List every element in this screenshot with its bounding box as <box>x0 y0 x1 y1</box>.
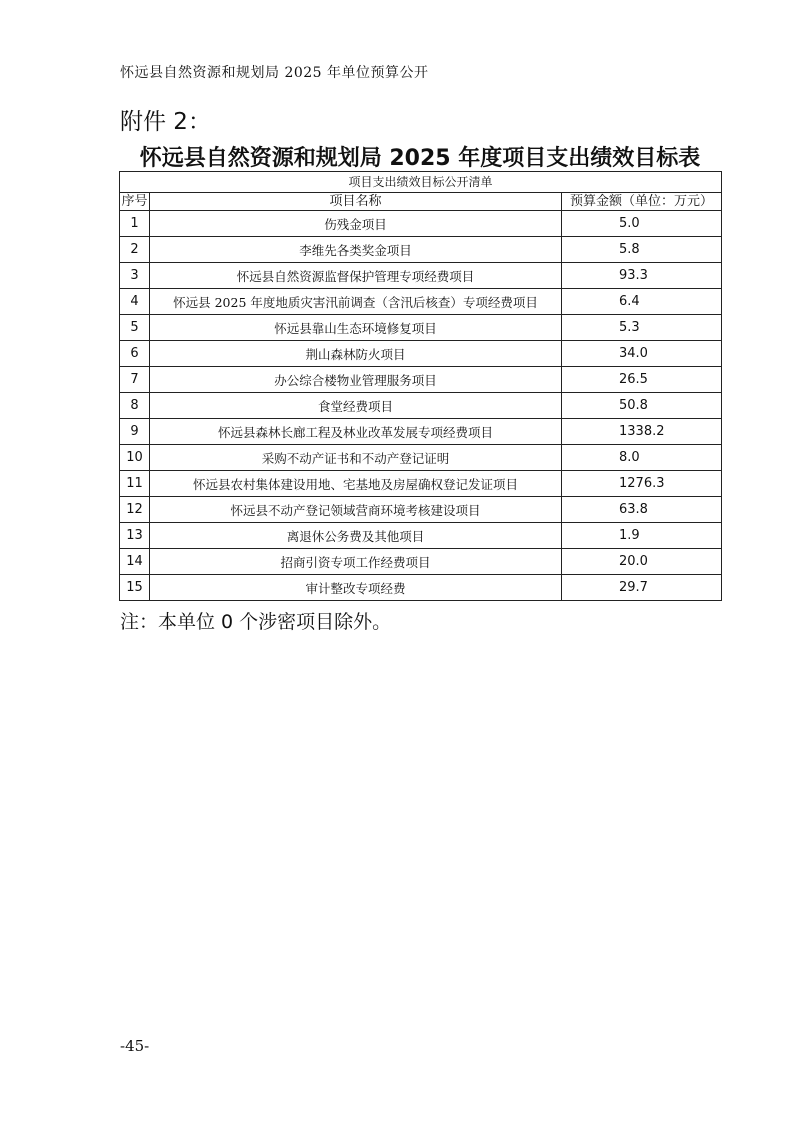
row-seq-cell: 3 <box>120 263 150 289</box>
row-name-cell: 怀远县农村集体建设用地、宅基地及房屋确权登记发证项目 <box>150 471 562 497</box>
table-caption-row <box>120 172 722 193</box>
table-row <box>120 393 722 419</box>
table-row <box>120 263 722 289</box>
row-seq-cell: 1 <box>120 211 150 237</box>
row-amount-cell: 50.8 <box>562 393 722 419</box>
page-number: -45- <box>120 1037 150 1055</box>
table-row <box>120 445 722 471</box>
row-name-cell: 食堂经费项目 <box>150 393 562 419</box>
table-row <box>120 341 722 367</box>
row-seq-cell: 7 <box>120 367 150 393</box>
row-seq-cell: 8 <box>120 393 150 419</box>
row-seq-cell: 15 <box>120 575 150 601</box>
row-amount-cell: 1.9 <box>562 523 722 549</box>
row-amount-cell: 34.0 <box>562 341 722 367</box>
row-name-cell: 招商引资专项工作经费项目 <box>150 549 562 575</box>
table-row <box>120 497 722 523</box>
row-name-cell: 办公综合楼物业管理服务项目 <box>150 367 562 393</box>
table-caption: 项目支出绩效目标公开清单 <box>120 172 722 193</box>
row-seq-cell: 5 <box>120 315 150 341</box>
row-seq-cell: 6 <box>120 341 150 367</box>
row-amount-cell: 5.3 <box>562 315 722 341</box>
row-seq-cell: 11 <box>120 471 150 497</box>
row-amount-cell: 26.5 <box>562 367 722 393</box>
confidential-note: 注：本单位 0 个涉密项目除外。 <box>120 611 392 633</box>
row-seq-cell: 2 <box>120 237 150 263</box>
row-name-cell: 荆山森林防火项目 <box>150 341 562 367</box>
column-header-amount: 预算金额（单位：万元） <box>562 193 722 211</box>
row-name-cell: 怀远县自然资源监督保护管理专项经费项目 <box>150 263 562 289</box>
row-amount-cell: 8.0 <box>562 445 722 471</box>
attachment-label: 附件 2： <box>120 109 211 135</box>
row-amount-cell: 5.0 <box>562 211 722 237</box>
row-seq-cell: 13 <box>120 523 150 549</box>
page-title: 怀远县自然资源和规划局 2025 年度项目支出绩效目标表 <box>139 146 701 171</box>
column-header-name: 项目名称 <box>150 193 562 211</box>
table-row <box>120 471 722 497</box>
row-name-cell: 怀远县不动产登记领域营商环境考核建设项目 <box>150 497 562 523</box>
row-name-cell: 离退休公务费及其他项目 <box>150 523 562 549</box>
row-amount-cell: 6.4 <box>562 289 722 315</box>
table-row <box>120 523 722 549</box>
table-row <box>120 315 722 341</box>
table-row <box>120 575 722 601</box>
table-row <box>120 419 722 445</box>
table-row <box>120 367 722 393</box>
row-name-cell: 怀远县 2025 年度地质灾害汛前调查（含汛后核查）专项经费项目 <box>150 289 562 315</box>
table-row <box>120 289 722 315</box>
row-name-cell: 怀远县森林长廊工程及林业改革发展专项经费项目 <box>150 419 562 445</box>
budget-table <box>119 171 722 601</box>
row-seq-cell: 12 <box>120 497 150 523</box>
table-row <box>120 549 722 575</box>
row-amount-cell: 1338.2 <box>562 419 722 445</box>
table-row <box>120 237 722 263</box>
row-seq-cell: 4 <box>120 289 150 315</box>
column-header-seq: 序号 <box>121 194 148 209</box>
row-amount-cell: 29.7 <box>562 575 722 601</box>
row-name-cell: 怀远县靠山生态环境修复项目 <box>150 315 562 341</box>
row-name-cell: 审计整改专项经费 <box>150 575 562 601</box>
row-seq-cell: 9 <box>120 419 150 445</box>
row-amount-cell: 93.3 <box>562 263 722 289</box>
table-header-row <box>120 193 722 211</box>
row-amount-cell: 1276.3 <box>562 471 722 497</box>
row-amount-cell: 63.8 <box>562 497 722 523</box>
row-name-cell: 李维先各类奖金项目 <box>150 237 562 263</box>
row-name-cell: 伤残金项目 <box>150 211 562 237</box>
table-row <box>120 211 722 237</box>
running-header: 怀远县自然资源和规划局 2025 年单位预算公开 <box>120 65 429 81</box>
row-seq-cell: 10 <box>120 445 150 471</box>
row-name-cell: 采购不动产证书和不动产登记证明 <box>150 445 562 471</box>
row-amount-cell: 5.8 <box>562 237 722 263</box>
row-seq-cell: 14 <box>120 549 150 575</box>
row-amount-cell: 20.0 <box>562 549 722 575</box>
table-body <box>120 211 722 601</box>
